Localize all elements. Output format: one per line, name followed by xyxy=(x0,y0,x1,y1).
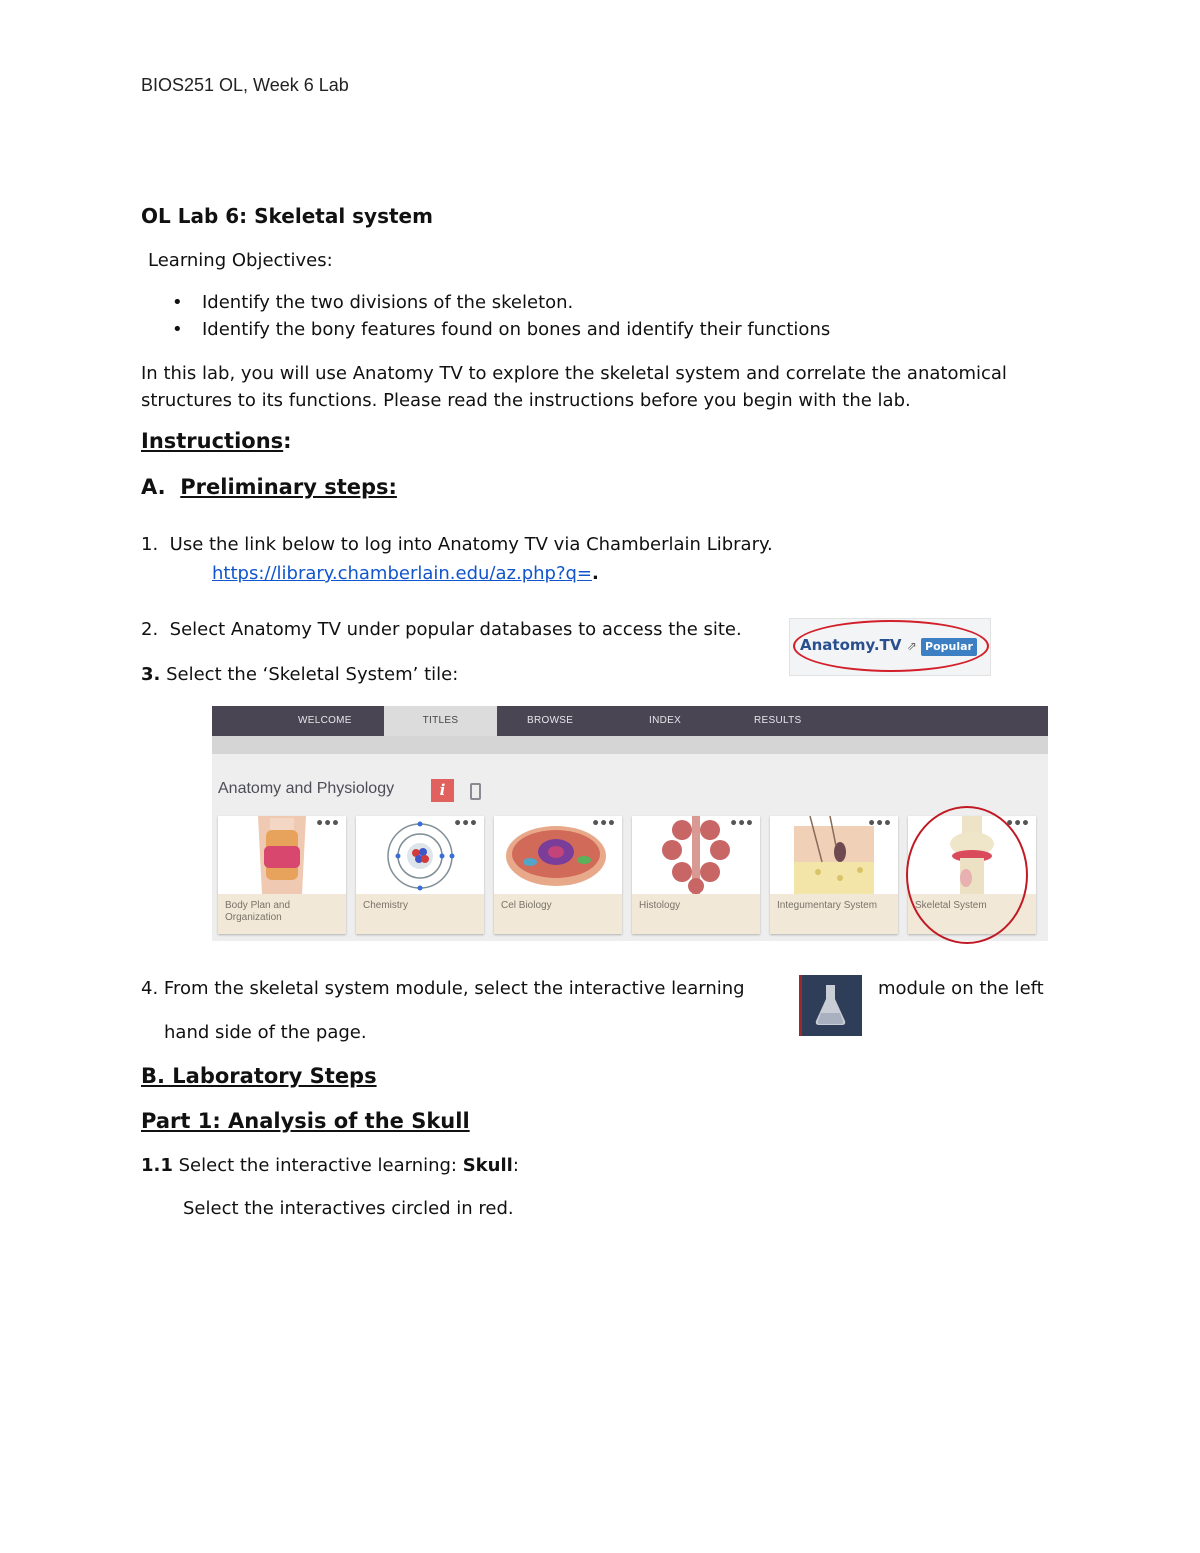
instructions-heading: Instructions: xyxy=(141,429,292,453)
section-b-heading: B. Laboratory Steps xyxy=(141,1064,377,1088)
more-options-icon[interactable]: ••• xyxy=(867,816,891,832)
library-link[interactable]: https://library.chamberlain.edu/az.php?q= xyxy=(212,563,593,584)
step-2: 2. Select Anatomy TV under popular databases to access the site. xyxy=(141,619,742,640)
tile-label: Integumentary System xyxy=(777,900,878,911)
bullet-icon: • xyxy=(172,292,183,313)
tile-label: Histology xyxy=(639,900,681,911)
step-3: 3. Select the ‘Skeletal System’ tile: xyxy=(141,664,459,685)
objective-item xyxy=(172,292,574,313)
more-options-icon[interactable]: ••• xyxy=(729,816,753,832)
lab-title: OL Lab 6: Skeletal system xyxy=(141,204,433,228)
anatomy-tv-titles-screenshot xyxy=(212,706,1048,941)
objective-item xyxy=(172,319,831,340)
nav-index[interactable]: INDEX xyxy=(649,715,682,726)
more-options-icon[interactable]: ••• xyxy=(315,816,339,832)
tile-histology[interactable] xyxy=(632,816,760,934)
tile-label: Skeletal System xyxy=(915,900,987,911)
step-4: 4. From the skeletal system module, select the interactive learning xyxy=(141,978,745,999)
objective-text: Identify the two divisions of the skeleton. xyxy=(202,292,574,313)
tile-chemistry[interactable] xyxy=(356,816,484,934)
step-4-end: hand side of the page. xyxy=(164,1022,367,1043)
page-header: BIOS251 OL, Week 6 Lab xyxy=(141,75,349,95)
anatomy-tv-label: Anatomy.TV ⇗ xyxy=(800,636,917,654)
nav-underline-strip xyxy=(212,736,1048,754)
objective-text: Identify the bony features found on bones and identify their functions xyxy=(202,319,831,340)
more-options-icon[interactable]: ••• xyxy=(591,816,615,832)
top-nav xyxy=(212,706,1048,736)
nav-results[interactable]: RESULTS xyxy=(754,715,802,726)
nav-browse[interactable]: BROWSE xyxy=(527,715,574,726)
external-link-icon: ⇗ xyxy=(906,639,917,653)
tile-label: Body Plan and Organization xyxy=(225,900,291,923)
section-title: Anatomy and Physiology xyxy=(218,780,395,797)
step-4-continued: module on the left xyxy=(878,978,1044,999)
learning-objectives-heading: Learning Objectives: xyxy=(148,250,333,271)
interactive-learning-flask-icon[interactable] xyxy=(799,975,862,1036)
part-1-step: 1.1 Select the interactive learning: Skull: xyxy=(141,1155,519,1176)
more-options-icon[interactable]: ••• xyxy=(453,816,477,832)
step-1: 1. Use the link below to log into Anatomy TV via Chamberlain Library. xyxy=(141,534,773,555)
tile-body-plan[interactable] xyxy=(218,816,346,934)
more-options-icon[interactable]: ••• xyxy=(1005,816,1029,832)
red-circle-annotation xyxy=(906,806,1028,944)
tile-label: Cel Biology xyxy=(501,900,552,911)
tile-integumentary[interactable] xyxy=(770,816,898,934)
library-link-line: https://library.chamberlain.edu/az.php?q=. xyxy=(212,563,599,584)
tile-cell-biology[interactable] xyxy=(494,816,622,934)
part-1-note: Select the interactives circled in red. xyxy=(183,1198,514,1219)
tile-label: Chemistry xyxy=(363,900,409,911)
intro-paragraph: In this lab, you will use Anatomy TV to explore the skeletal system and correlate the anatomical structures to its functions. Please read the instructions before you begin with the lab. xyxy=(141,363,1007,411)
info-icon[interactable]: i xyxy=(431,779,454,802)
nav-welcome[interactable]: WELCOME xyxy=(298,715,352,726)
bullet-icon: • xyxy=(172,319,183,340)
mobile-icon[interactable] xyxy=(470,783,481,800)
popular-tag: Popular xyxy=(921,638,977,656)
nav-titles[interactable]: TITLES xyxy=(384,706,497,736)
part-1-heading: Part 1: Analysis of the Skull xyxy=(141,1109,470,1133)
section-a-heading: A. Preliminary steps: xyxy=(141,475,397,499)
